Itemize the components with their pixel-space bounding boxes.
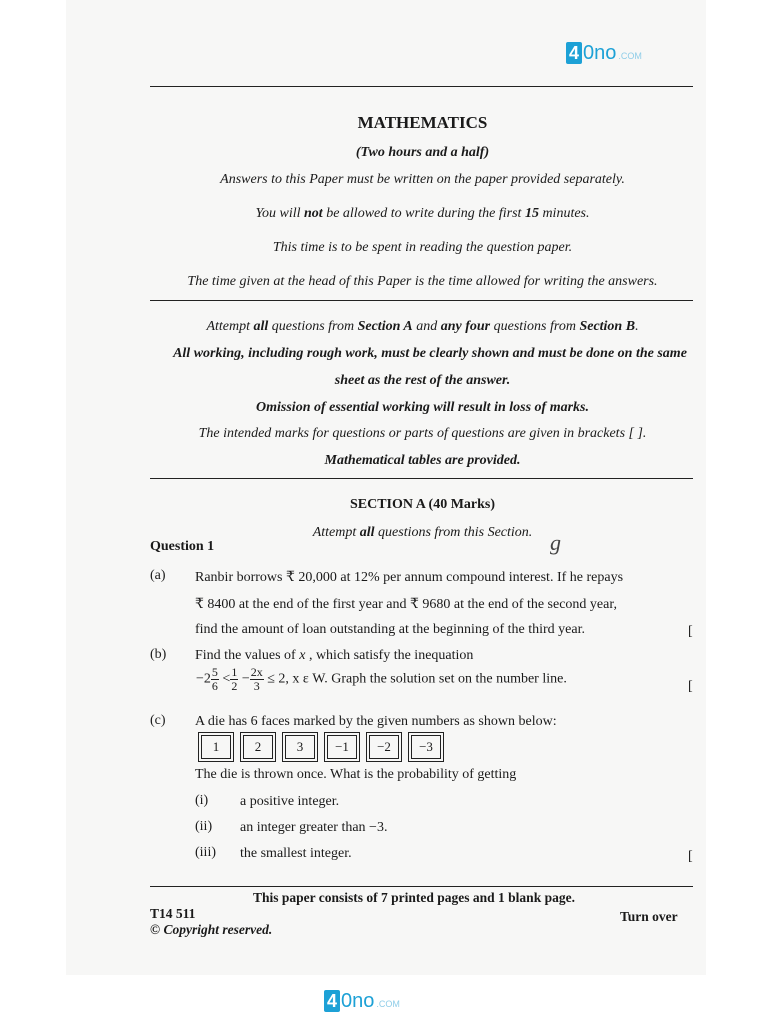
page-title: MATHEMATICS: [357, 113, 488, 132]
logo-box: 4: [566, 42, 582, 64]
section-a-heading: SECTION A (40 Marks): [349, 497, 496, 512]
copyright: © Copyright reserved.: [150, 922, 273, 937]
site-logo[interactable]: [566, 42, 642, 64]
q1b-fraction-2: $\frac{1}{2}$: [231, 665, 238, 693]
q1c-label: (c): [150, 713, 166, 728]
q1c-part-iii-label: (iii): [195, 845, 216, 860]
q1b-marks-bracket: [: [688, 679, 693, 694]
q1c-part-i-label: (i): [195, 793, 209, 808]
handwritten-mark: g: [550, 530, 561, 555]
q1b-tail: ≤ 2, x ε W. Graph the solution set on the number line.: [267, 671, 567, 687]
footer-rule: [150, 886, 693, 887]
header-line-2: You will not be allowed to write during the first 15 minutes.: [255, 206, 590, 221]
q1a-line-1: Ranbir borrows ₹ 20,000 at 12% per annum compound interest. If he repays: [195, 570, 624, 585]
pages-note: This paper consists of 7 printed pages and 1 blank page.: [253, 890, 575, 905]
q1c-part-i-text: a positive integer.: [240, 794, 340, 809]
logo-suffix: .COM: [618, 51, 642, 61]
instruction-working-1: All working, including rough work, must be clearly shown and must be done on the same: [173, 346, 687, 361]
rule-3: [150, 478, 693, 479]
section-a-attempt: Attempt all questions from this Section.: [312, 525, 533, 540]
die-face: 1: [201, 735, 231, 759]
die-face: −3: [411, 735, 441, 759]
instruction-omission: Omission of essential working will result in loss of marks.: [256, 400, 589, 415]
q1b-lead: −2: [196, 671, 211, 687]
q1b-minus: −: [241, 671, 250, 687]
q1b-lt: <: [222, 671, 231, 687]
logo-text: 0no: [583, 42, 617, 64]
duration: (Two hours and a half): [355, 145, 490, 160]
header-line-3: This time is to be spent in reading the question paper.: [272, 240, 573, 255]
q1b-fraction-1: $\frac{5}{6}$: [211, 665, 218, 693]
q1c-marks-bracket: [: [688, 849, 693, 864]
top-rule: [150, 86, 693, 87]
q1b-inequation: [196, 666, 567, 693]
die-face: 2: [243, 735, 273, 759]
question-1-heading: Question 1: [150, 539, 215, 554]
instruction-attempt: Attempt all questions from Section A and any four questions from Section B.: [206, 319, 639, 334]
die-face: −1: [327, 735, 357, 759]
q1a-label: (a): [150, 568, 166, 583]
instruction-working-2: sheet as the rest of the answer.: [334, 373, 511, 388]
logo-text: 0no: [341, 990, 375, 1012]
q1a-marks-bracket: [: [688, 624, 693, 639]
rule-2: [150, 300, 693, 301]
logo-suffix: .COM: [376, 999, 400, 1009]
paper-code: T14 511: [150, 906, 196, 921]
q1a-line-3: find the amount of loan outstanding at the beginning of the third year.: [195, 622, 585, 637]
site-logo-bottom[interactable]: [324, 990, 400, 1012]
turn-over: Turn over: [620, 909, 678, 924]
instruction-marks: The intended marks for questions or parts of questions are given in brackets [ ].: [198, 426, 647, 441]
q1c-part-ii-text: an integer greater than −3.: [240, 820, 388, 835]
q1b-line-1: Find the values of x , which satisfy the inequation: [195, 648, 474, 663]
logo-box: 4: [324, 990, 340, 1012]
q1b-label: (b): [150, 647, 167, 662]
q1b-fraction-3: $\frac{2x}{3}$: [250, 665, 263, 693]
die-faces: [201, 735, 445, 759]
q1c-part-ii-label: (ii): [195, 819, 213, 834]
header-line-1: Answers to this Paper must be written on the paper provided separately.: [220, 172, 625, 187]
q1a-line-2: ₹ 8400 at the end of the first year and ₹ 9680 at the end of the second year,: [195, 597, 617, 612]
q1c-line-2: The die is thrown once. What is the probability of getting: [195, 767, 517, 782]
header-line-4: The time given at the head of this Paper is the time allowed for writing the answers.: [187, 274, 658, 289]
q1c-part-iii-text: the smallest integer.: [240, 846, 352, 861]
q1c-line-1: A die has 6 faces marked by the given numbers as shown below:: [195, 714, 557, 729]
die-face: −2: [369, 735, 399, 759]
die-face: 3: [285, 735, 315, 759]
instruction-tables: Mathematical tables are provided.: [324, 453, 521, 468]
